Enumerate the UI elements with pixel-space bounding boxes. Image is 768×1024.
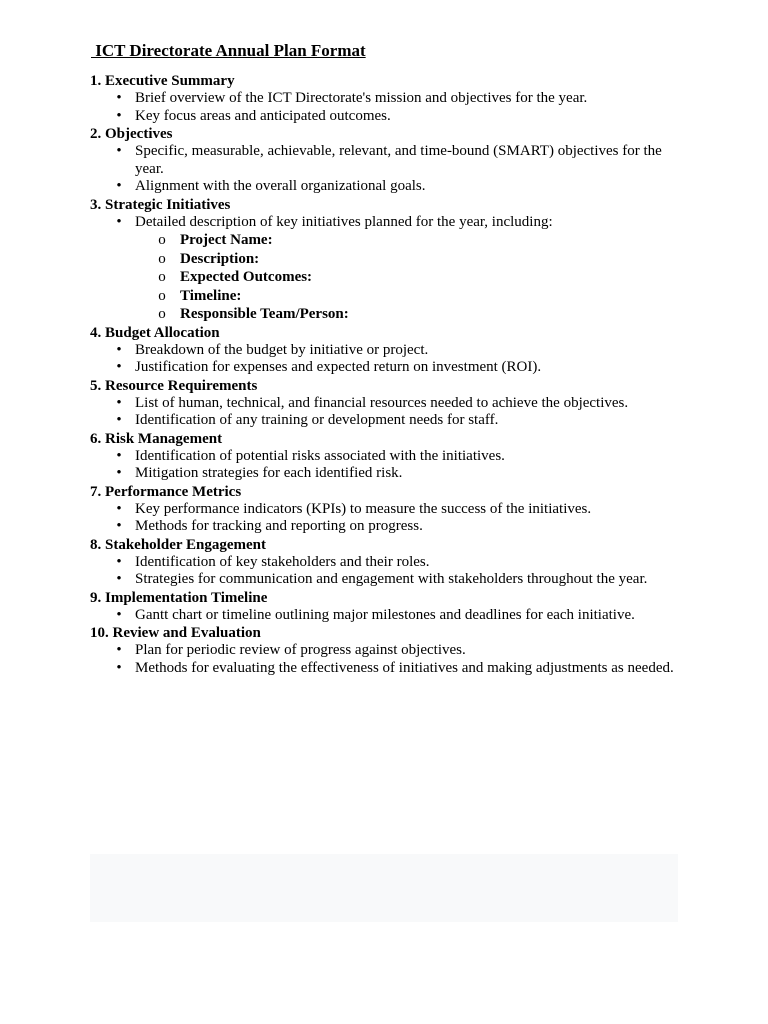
sub-list-item-label: Project Name: [180,232,273,248]
sub-list-item-label: Responsible Team/Person: [180,306,349,322]
list-item-text: Identification of key stakeholders and their roles. [135,553,430,570]
section-heading: 2. Objectives [90,126,173,142]
list-item-text: Plan for periodic review of progress against objectives. [135,642,466,658]
section-heading: 7. Performance Metrics [90,483,242,500]
sub-list-item-label: Expected Outcomes: [180,269,313,285]
list-item [90,90,690,108]
sub-list-item [90,287,690,306]
bullet-icon: • [116,553,122,570]
circle-bullet-icon: o [158,250,166,267]
section-heading: 6. Risk Management [90,430,223,447]
list-item [90,108,690,126]
section-heading: 5. Resource Requirements [90,377,258,394]
bullet-icon: • [116,213,122,230]
sub-list-item-label: Timeline: [180,287,242,304]
list-item [90,342,690,360]
list-item [90,178,690,196]
list-item-text: Identification of potential risks associated with the initiatives. [135,447,505,464]
bullet-list [90,501,690,536]
bullet-list [90,554,690,589]
sub-list-item [90,250,690,269]
list-item-text: Methods for tracking and reporting on progress. [135,518,423,534]
list-item-text: Alignment with the overall organizational goals. [135,178,426,194]
bullet-icon: • [116,642,122,658]
list-item-text: Mitigation strategies for each identified risk. [135,465,403,481]
bullet-list [90,642,690,677]
bullet-icon: • [116,606,122,623]
sub-list-item [90,231,690,250]
list-item [90,571,690,589]
bullet-icon: • [116,90,122,106]
bullet-list [90,607,690,625]
list-item-text: Detailed description of key initiatives planned for the year, including: [135,213,553,230]
bullet-list [90,143,690,196]
sub-list-item [90,268,690,287]
circle-bullet-icon: o [158,306,166,322]
list-item [90,143,690,178]
circle-bullet-icon: o [158,287,166,304]
section-heading: 9. Implementation Timeline [90,589,268,606]
bullet-icon: • [116,412,122,428]
bullet-icon: • [116,107,122,124]
bullet-icon: • [116,447,122,464]
list-item [90,501,690,519]
list-item-text: Identification of any training or development needs for staff. [135,412,499,428]
list-item [90,642,690,660]
list-item [90,607,690,625]
list-item-text: Justification for expenses and expected return on investment (ROI). [135,359,542,375]
list-item [90,359,690,377]
bullet-icon: • [116,341,122,358]
section-heading: 3. Strategic Initiatives [90,196,231,213]
list-item-text: Key performance indicators (KPIs) to measure the success of the initiatives. [135,500,592,517]
section-heading: 10. Review and Evaluation [90,625,261,641]
bullet-icon: • [116,465,122,481]
bullet-list [90,214,690,324]
bullet-icon: • [116,518,122,534]
list-item-text: List of human, technical, and financial resources needed to achieve the objectives. [135,394,629,411]
list-item-text: Breakdown of the budget by initiative or project. [135,341,429,358]
list-item-text: Methods for evaluating the effectiveness of initiatives and making adjustments as needed. [135,659,674,676]
list-item-text: Key focus areas and anticipated outcomes. [135,107,391,124]
section-heading: 1. Executive Summary [90,73,235,89]
bullet-list [90,395,690,430]
list-item [90,395,690,413]
document-body [90,72,690,677]
list-item [90,518,690,536]
circle-bullet-icon: o [158,232,166,248]
list-item [90,214,690,324]
bullet-icon: • [116,178,122,194]
list-item [90,448,690,466]
bullet-icon: • [116,500,122,517]
page-title: ICT Directorate Annual Plan Format [91,41,366,60]
bullet-icon: • [116,571,122,587]
bullet-icon: • [116,394,122,411]
list-item-text: Gantt chart or timeline outlining major milestones and deadlines for each initiative. [135,606,635,623]
list-item-text: Specific, measurable, achievable, relevant, and time-bound (SMART) objectives for the year. [135,143,662,177]
sub-list-item-label: Description: [180,250,260,267]
sub-list-item [90,305,690,324]
circle-bullet-icon: o [158,269,166,285]
bullet-list [90,90,690,125]
footer-band [90,854,678,922]
section-heading: 4. Budget Allocation [90,324,220,341]
list-item [90,465,690,483]
list-item [90,660,690,678]
bullet-list [90,342,690,377]
list-item [90,412,690,430]
bullet-icon: • [116,143,122,159]
bullet-list [90,448,690,483]
list-item-text: Strategies for communication and engagement with stakeholders throughout the year. [135,571,648,587]
list-item [90,554,690,572]
section-heading: 8. Stakeholder Engagement [90,536,266,553]
bullet-icon: • [116,359,122,375]
list-item-text: Brief overview of the ICT Directorate's mission and objectives for the year. [135,90,588,106]
sub-list [90,231,690,324]
bullet-icon: • [116,659,122,676]
